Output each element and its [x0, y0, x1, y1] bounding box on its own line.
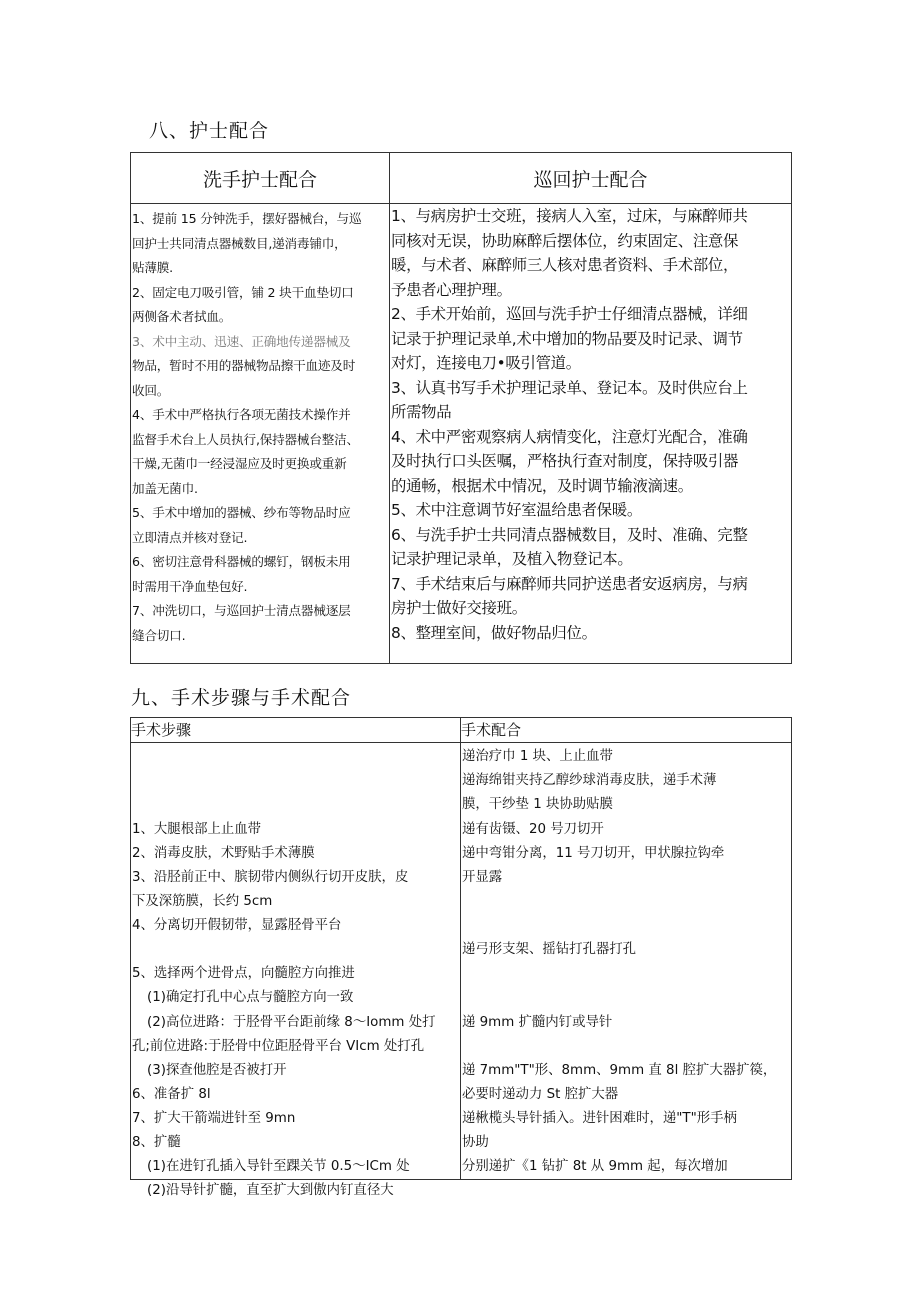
surgery-cooperation-header: 手术配合	[461, 718, 792, 743]
text-line: 时需用干净血垫包好.	[132, 578, 248, 594]
text-line: 递 9mm 扩髓内钉或导针	[462, 1015, 613, 1030]
text-line: 递有齿镊、20 号刀切开	[462, 822, 604, 837]
text-line: (1)确定打孔中心点与髓腔方向一致	[147, 990, 354, 1005]
text-line: 的通畅，根据术中情况，及时调节输液滴速。	[391, 476, 693, 495]
text-line: (2)沿导针扩髓，直至扩大到傲内钉直径大	[147, 1183, 394, 1198]
text-line: 递治疗巾 1 块、上止血带	[462, 749, 613, 764]
text-line: 孔;前位进路:于胫骨中位距胫骨平台 VIcm 处打孔	[132, 1039, 425, 1054]
text-line: 贴薄膜.	[132, 260, 173, 275]
text-line: 物品，暂时不用的器械物品擦干血迹及时	[132, 358, 356, 373]
text-line: 4、术中严密观察病人病情变化，注意灯光配合，准确	[391, 427, 748, 446]
text-line: 6、与洗手护士共同清点器械数目，及时、准确、完整	[391, 525, 748, 544]
text-line: 3、沿胫前正中、膑韧带内侧纵行切开皮肤，皮	[132, 870, 409, 885]
text-line: 5、手术中增加的器械、纱布等物品时应	[132, 505, 351, 520]
text-line: 2、消毒皮肤，术野贴手术薄膜	[132, 846, 315, 861]
text-line: (2)高位进路：于胫骨平台距前缘 8～Iomm 处打	[147, 1015, 436, 1030]
text-line: 3、术中主动、迅速、正确地传递器械及	[132, 333, 351, 349]
text-line: 协助	[462, 1135, 489, 1150]
text-line: 房护士做好交接班。	[391, 599, 527, 617]
text-line: 2、手术开始前，巡回与洗手护士仔细清点器械，详细	[391, 305, 748, 323]
text-line: 6、密切注意骨科器械的螺钉，钢板未用	[132, 554, 351, 569]
text-line: 缝合切口.	[132, 627, 186, 643]
nurse-cooperation-table	[130, 152, 792, 664]
text-line: 递中弯钳分离，11 号刀切开，甲状腺拉钩牵	[462, 846, 725, 861]
circulating-nurse-header: 巡回护士配合	[390, 153, 792, 204]
text-line: 立即清点并核对登记.	[132, 529, 248, 545]
text-line: 必要时递动力 St 腔扩大器	[462, 1087, 619, 1102]
surgery-steps-table	[130, 717, 792, 1198]
text-line: 加盖无菌巾.	[132, 480, 198, 496]
text-line: 1、大腿根部上止血带	[132, 822, 262, 837]
text-line: 两侧备术者拭血。	[132, 309, 232, 324]
text-line: 1、与病房护士交班，接病人入室，过床，与麻醉师共	[391, 207, 748, 225]
text-line: 4、手术中严格执行各项无菌技术操作并	[132, 407, 351, 422]
text-line: 分别递扩《1 钻扩 8t 从 9mm 起，每次增加	[462, 1159, 728, 1174]
text-line: 对灯，连接电刀•吸引管道。	[391, 354, 581, 372]
text-line: 7、扩大干箭端进针至 9mn	[132, 1111, 296, 1126]
text-line: 5、选择两个进骨点，向髓腔方向推进	[132, 966, 355, 981]
text-line: 7、手术结束后与麻醉师共同护送患者安返病房，与病	[391, 574, 748, 593]
scrub-nurse-cell	[131, 204, 390, 664]
section-9-title: 九、手术步骤与手术配合	[131, 687, 352, 709]
text-line: 8、整理室间，做好物品归位。	[391, 623, 597, 642]
text-line: 干燥,无菌巾一经浸湿应及时更换或重新	[132, 456, 347, 471]
surgery-steps-cell	[131, 743, 461, 1198]
text-line: (3)探查他腔是否被打开	[147, 1063, 287, 1078]
text-line: 4、分离切开假韧带，显露胫骨平台	[132, 918, 342, 933]
text-line: 1、提前 15 分钟洗手，摆好器械台，与巡	[132, 211, 362, 226]
text-line: 暖，与术者、麻醉师三人核对患者资料、手术部位，	[391, 256, 739, 274]
surgery-steps-header: 手术步骤	[131, 718, 461, 743]
text-line: 膜，干纱垫 1 块协助贴膜	[462, 797, 613, 812]
text-line: 记录于护理记录单,术中增加的物品要及时记录、调节	[391, 329, 743, 348]
text-line: 开显露	[462, 870, 503, 885]
text-line: 及时执行口头医嘱，严格执行查对制度，保持吸引器	[391, 452, 739, 470]
text-line: 6、准备扩 8l	[132, 1087, 211, 1102]
text-line: 2、固定电刀吸引管，铺 2 块干血垫切口	[132, 284, 354, 300]
text-line: (1)在进钉孔插入导针至踝关节 0.5～ICm 处	[147, 1159, 410, 1174]
text-line: 5、术中注意调节好室温给患者保暖。	[391, 501, 642, 519]
text-line: 7、冲洗切口，与巡回护士清点器械逐层	[132, 603, 351, 618]
scrub-nurse-header: 洗手护士配合	[131, 153, 390, 204]
text-line: 递 7mm"T"形、8mm、9mm 直 8l 腔扩大器扩篌，	[462, 1063, 777, 1078]
circulating-nurse-cell	[390, 204, 792, 664]
section-8-title: 八、护士配合	[149, 120, 270, 142]
text-line: 下及深筋膜，长约 5cm	[132, 894, 273, 909]
surgery-cooperation-cell	[461, 743, 792, 1180]
text-line: 回护士共同清点器械数目,递消毒铺巾，	[132, 235, 347, 251]
text-line: 收回。	[132, 382, 170, 398]
text-line: 递海绵钳夹持乙醇纱球消毒皮肤，递手术薄	[462, 773, 717, 788]
text-line: 3、认真书写手术护理记录单、登记本。及时供应台上	[391, 378, 748, 397]
text-line: 所需物品	[391, 403, 452, 421]
text-line: 同核对无误，协助麻醉后摆体位，约束固定、注意保	[391, 231, 739, 250]
text-line: 递楸榄头导针插入。进针困难时，递"T"形手柄	[462, 1111, 737, 1126]
text-line: 递弓形支架、摇钻打孔器打孔	[462, 942, 637, 957]
text-line: 8、扩髓	[132, 1135, 181, 1150]
text-line: 记录护理记录单，及植入物登记本。	[391, 550, 633, 568]
text-line: 监督手术台上人员执行,保持器械台整洁、	[132, 431, 359, 447]
text-line: 予患者心理护理。	[391, 280, 512, 299]
